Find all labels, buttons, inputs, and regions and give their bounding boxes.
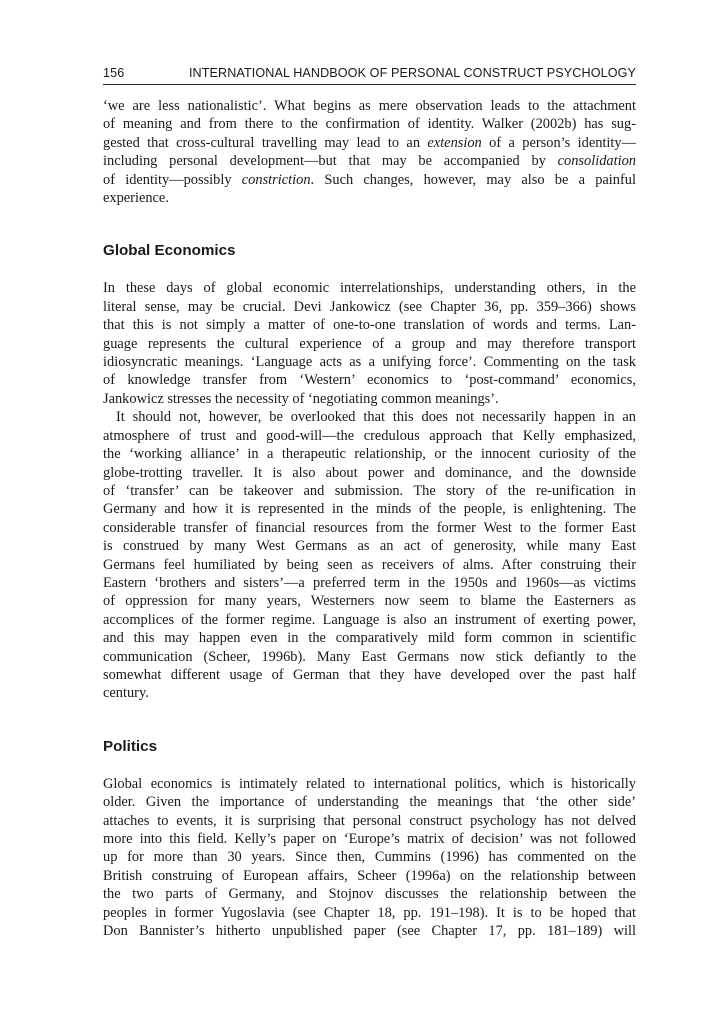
text-line: Global economics is intimately related to international politics, which is historically	[103, 775, 636, 792]
text-line: Jankowicz stresses the necessity of ‘negotiating common meanings’.	[103, 390, 499, 407]
text-line: of ‘transfer’ can be takeover and submission. The story of the re-unification in	[103, 482, 636, 499]
global-economics-paragraph-1	[103, 279, 636, 408]
text-line: gested that cross-cultural travelling may lead to an extension of a person’s identity—	[103, 134, 636, 151]
text-line: idiosyncratic meanings. ‘Language acts as a unifying force’. Commenting on the task	[103, 354, 636, 371]
text-line: is construed by many West Germans as an act of generosity, while many East	[103, 538, 636, 555]
book-page	[103, 66, 636, 940]
text-line: century.	[103, 685, 149, 702]
text-line: experience.	[103, 190, 169, 207]
text-line: the ‘working alliance’ in a therapeutic relationship, or the innocent curiosity of the	[103, 446, 636, 463]
text-line: older. Given the importance of understanding the meanings that ‘the other side’	[103, 794, 636, 811]
politics-paragraph-1	[103, 775, 636, 941]
text-line: Germans feel humiliated by being seen as receivers of alms. After construing their	[103, 556, 636, 573]
text-line: and this may happen even in the comparatively mild form common in scientific	[103, 630, 636, 647]
text-line: considerable transfer of financial resources from the former West to the former East	[103, 519, 636, 536]
text-line: ‘we are less nationalistic’. What begins as mere observation leads to the attachment	[103, 98, 636, 114]
text-line: attaches to events, it is surprising that personal construct psychology has not delved	[103, 812, 636, 829]
text-line: of oppression for many years, Westerners now seem to blame the Easterners as	[103, 593, 636, 610]
text-line: Don Bannister’s hitherto unpublished paper (see Chapter 17, pp. 181–189) will	[103, 923, 636, 940]
text-line: British construing of European affairs, Scheer (1996a) on the relationship between	[103, 867, 636, 884]
text-line: literal sense, may be crucial. Devi Jankowicz (see Chapter 36, pp. 359–366) shows	[103, 298, 636, 315]
section-heading-politics: Politics	[103, 737, 158, 755]
text-line: peoples in former Yugoslavia (see Chapter 18, pp. 191–198). It is to be hoped that	[103, 904, 636, 921]
text-line: atmosphere of trust and good-will—the credulous approach that Kelly emphasized,	[103, 427, 636, 444]
intro-paragraph	[103, 97, 636, 207]
text-line: of meaning and from there to the confirmation of identity. Walker (2002b) has sug-	[103, 116, 636, 133]
text-line: In these days of global economic interrelationships, understanding others, in the	[103, 280, 636, 297]
text-line: somewhat different usage of German that they have developed over the past half	[103, 666, 636, 683]
global-economics-paragraph-2	[103, 408, 636, 703]
running-header	[103, 66, 636, 85]
text-line: It should not, however, be overlooked that this does not necessarily happen in an	[116, 409, 636, 426]
text-line: of identity—possibly constriction. Such changes, however, may also be a painful	[103, 171, 636, 188]
page-number: 156	[103, 66, 125, 80]
text-line: including personal development—but that may be accompanied by consolidation	[103, 153, 636, 170]
text-line: Eastern ‘brothers and sisters’—a preferred term in the 1950s and 1960s—as victims	[103, 574, 636, 591]
text-line: communication (Scheer, 1996b). Many East Germans now stick defiantly to the	[103, 648, 636, 665]
text-line: of knowledge transfer from ‘Western’ economics to ‘post-command’ economics,	[103, 372, 636, 389]
text-line: that this is not simply a matter of one-to-one translation of words and terms. Lan-	[103, 317, 636, 334]
book-title: INTERNATIONAL HANDBOOK OF PERSONAL CONSTRUCT PSYCHOLOGY	[188, 66, 636, 80]
text-line: Germany and how it is represented in the minds of the people, is enlightening. The	[103, 501, 636, 518]
text-line: guage represents the cultural experience of a group and may therefore transport	[103, 335, 636, 352]
text-line: more into this field. Kelly’s paper on ‘Europe’s matrix of decision’ was not followed	[103, 831, 636, 847]
text-line: up for more than 30 years. Since then, Cummins (1996) has commented on the	[103, 849, 636, 866]
text-line: the two parts of Germany, and Stojnov discusses the relationship between the	[103, 886, 636, 903]
text-line: accomplices of the former regime. Language is also an instrument of exerting power,	[103, 611, 636, 628]
section-heading-global-economics: Global Economics	[103, 242, 236, 260]
text-line: globe-trotting traveller. It is also about power and dominance, and the downside	[103, 464, 636, 481]
